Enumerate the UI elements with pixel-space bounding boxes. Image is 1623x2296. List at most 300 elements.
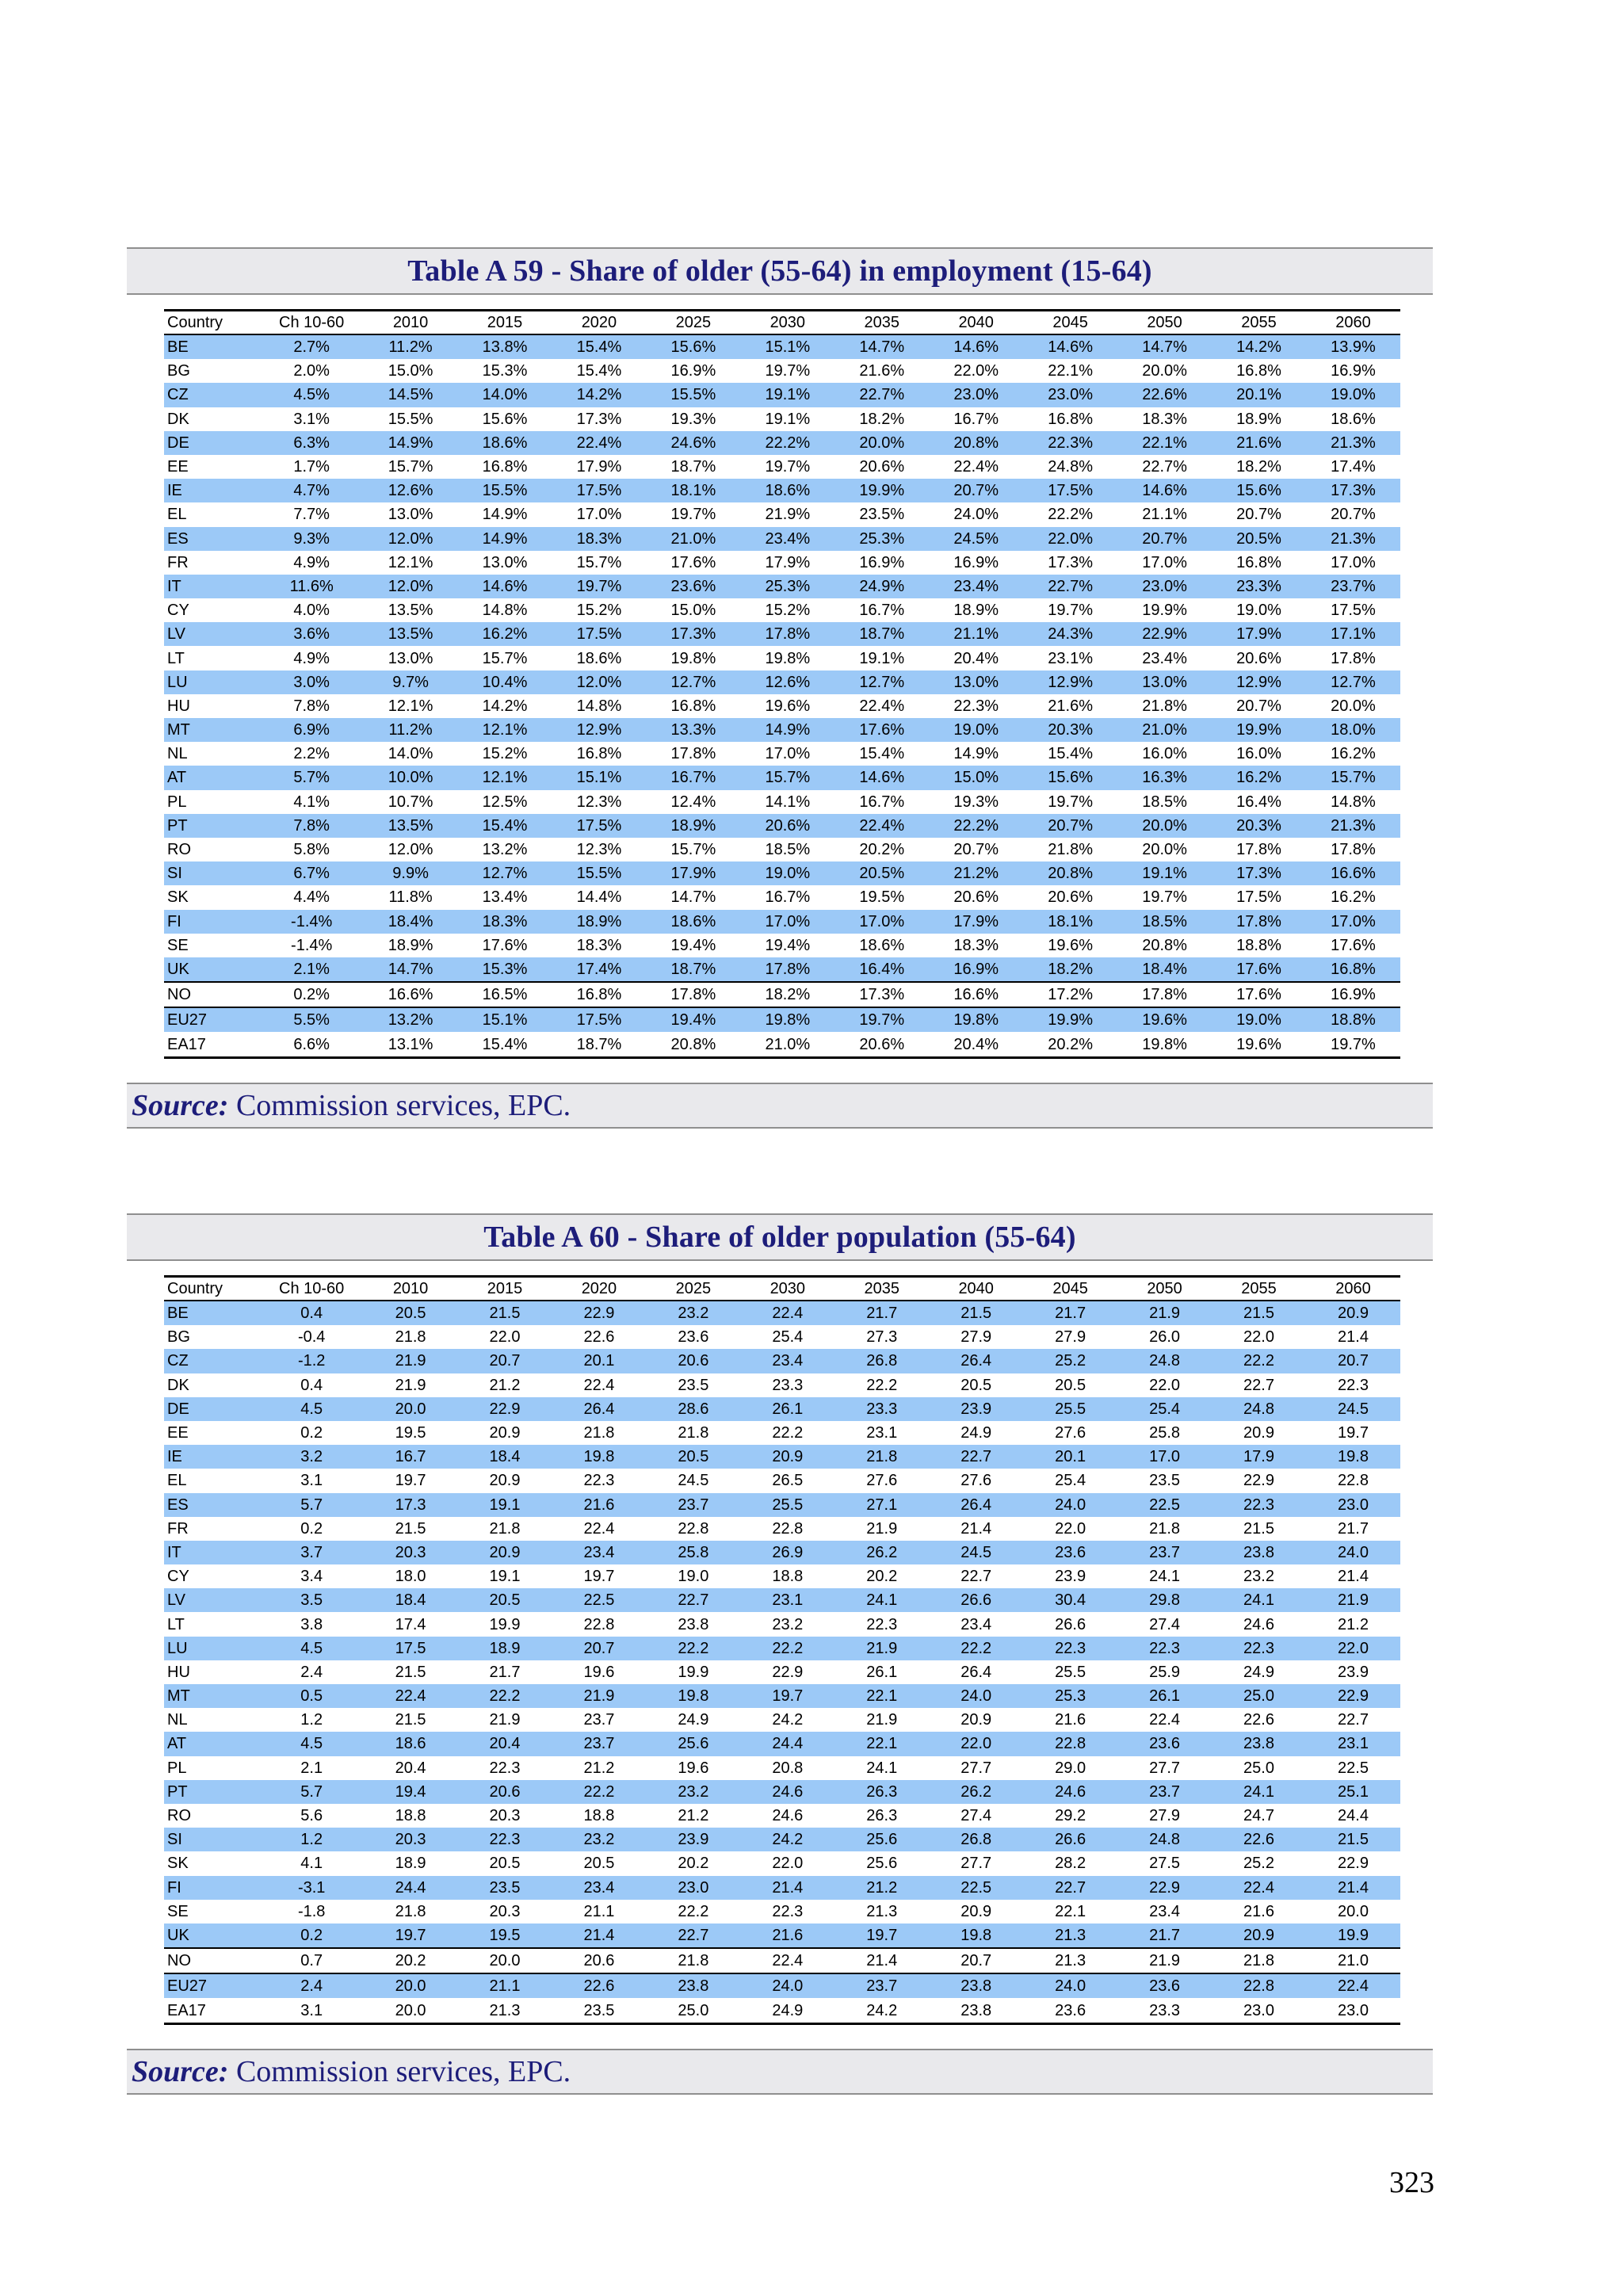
value-cell: 29.8: [1117, 1588, 1212, 1612]
table-row: [164, 502, 1400, 526]
value-cell: 19.9%: [1142, 602, 1187, 620]
value-cell: 22.0: [929, 1732, 1023, 1755]
value-cell: 21.0%: [646, 527, 740, 551]
value-cell: 19.7%: [834, 1007, 929, 1032]
table-row: [164, 1900, 1400, 1924]
value-cell: 22.3: [1212, 1493, 1306, 1517]
value-cell: 20.0: [364, 1998, 458, 2023]
value-cell: 19.1%: [765, 410, 811, 428]
country-cell: CZ: [164, 1349, 260, 1373]
column-header: 2050: [1117, 311, 1212, 335]
value-cell: 23.7%: [1306, 575, 1400, 598]
table-row: [164, 646, 1400, 670]
value-cell: 21.2: [678, 1807, 709, 1825]
value-cell: 13.0%: [388, 506, 433, 524]
value-cell: 22.4%: [953, 458, 999, 476]
value-cell: 17.8%: [1331, 841, 1376, 859]
country-cell: RO: [167, 841, 191, 859]
value-cell: 24.5%: [929, 527, 1023, 551]
country-cell: EE: [167, 1424, 189, 1442]
value-cell: 24.2: [740, 1828, 834, 1851]
value-cell: 22.8: [1023, 1732, 1117, 1755]
value-cell: 22.6: [552, 1973, 646, 1998]
value-cell: 2.1%: [260, 957, 364, 982]
value-cell: 22.1%: [1117, 431, 1212, 455]
value-cell: 23.3: [834, 1397, 929, 1421]
value-cell: 18.8: [583, 1807, 615, 1825]
value-cell: 23.2: [552, 1828, 646, 1851]
value-cell: 19.7%: [670, 506, 716, 524]
value-cell: 18.0%: [1306, 718, 1400, 742]
country-cell: BG: [167, 1328, 190, 1347]
value-cell: 21.4: [1306, 1876, 1400, 1900]
value-cell: 19.7: [1338, 1424, 1369, 1442]
value-cell: 24.5: [678, 1472, 709, 1490]
value-cell: 21.0%: [1117, 718, 1212, 742]
table-row: [164, 838, 1400, 861]
value-cell: 27.6: [960, 1472, 992, 1490]
value-cell: 16.8%: [1048, 410, 1093, 428]
value-cell: 22.7: [1338, 1711, 1369, 1729]
value-cell: 19.7%: [765, 362, 811, 380]
value-cell: 17.3%: [646, 622, 740, 646]
column-header: 2040: [929, 1277, 1023, 1301]
value-cell: 20.7%: [1236, 506, 1281, 524]
value-cell: 15.5%: [458, 479, 552, 502]
country-cell: UK: [164, 1924, 260, 1948]
value-cell: 17.3%: [1306, 479, 1400, 502]
value-cell: 21.7: [1117, 1924, 1212, 1948]
value-cell: 16.2%: [1331, 745, 1376, 763]
value-cell: 23.8: [678, 1615, 709, 1633]
value-cell: 19.8%: [765, 649, 811, 667]
country-cell: HU: [167, 697, 190, 715]
value-cell: 25.8: [1149, 1424, 1181, 1442]
value-cell: 21.8: [395, 1902, 426, 1920]
value-cell: 22.6: [1212, 1828, 1306, 1851]
country-cell: IT: [164, 575, 260, 598]
value-cell: 21.0%: [740, 1032, 834, 1057]
value-cell: 16.9%: [1306, 982, 1400, 1007]
value-cell: 28.6: [646, 1397, 740, 1421]
value-cell: 17.3%: [576, 410, 622, 428]
value-cell: 20.4: [395, 1759, 426, 1777]
value-cell: 18.4%: [364, 910, 458, 934]
value-cell: 19.7%: [1306, 1032, 1400, 1057]
value-cell: 14.7%: [1117, 334, 1212, 359]
table-title-band: [127, 1213, 1433, 1261]
value-cell: 25.6: [834, 1828, 929, 1851]
value-cell: -0.4: [297, 1328, 326, 1347]
value-cell: 22.3: [1023, 1637, 1117, 1660]
value-cell: 24.4: [364, 1876, 458, 1900]
value-cell: 18.3%: [953, 936, 999, 954]
value-cell: 17.3: [364, 1493, 458, 1517]
value-cell: 23.0%: [1023, 383, 1117, 407]
value-cell: 20.2%: [859, 841, 905, 859]
value-cell: 20.8%: [646, 1032, 740, 1057]
value-cell: 22.5: [1117, 1493, 1212, 1517]
value-cell: 21.5: [395, 1519, 426, 1538]
value-cell: 20.6%: [1236, 649, 1281, 667]
value-cell: 23.8: [929, 1998, 1023, 2023]
value-cell: 17.5%: [552, 1007, 646, 1032]
value-cell: 11.2%: [364, 334, 458, 359]
value-cell: 16.7: [364, 1445, 458, 1469]
value-cell: 20.3: [489, 1807, 521, 1825]
value-cell: 20.9: [458, 1541, 552, 1564]
value-cell: 26.6: [1023, 1828, 1117, 1851]
table-row: [164, 1032, 1400, 1057]
value-cell: 17.9: [1212, 1445, 1306, 1469]
value-cell: 15.3%: [458, 957, 552, 982]
value-cell: 19.9%: [834, 479, 929, 502]
value-cell: 25.2: [1243, 1855, 1274, 1873]
value-cell: 21.6: [1243, 1902, 1274, 1920]
table-row: [164, 1851, 1400, 1875]
value-cell: 21.4: [960, 1519, 992, 1538]
value-cell: 18.8: [395, 1807, 426, 1825]
value-cell: 12.1%: [388, 697, 433, 715]
value-cell: 17.5%: [552, 622, 646, 646]
value-cell: 12.6%: [364, 479, 458, 502]
value-cell: 23.3: [772, 1376, 804, 1394]
country-cell: SI: [164, 1828, 260, 1851]
table-row: [164, 1948, 1400, 1973]
value-cell: 1.7%: [293, 458, 330, 476]
value-cell: 22.2: [866, 1376, 898, 1394]
value-cell: 15.4%: [552, 334, 646, 359]
value-cell: 24.9: [1243, 1663, 1274, 1681]
value-cell: 15.0%: [388, 362, 433, 380]
value-cell: 22.8: [583, 1615, 615, 1633]
value-cell: 26.3: [834, 1780, 929, 1804]
value-cell: 26.4: [552, 1397, 646, 1421]
value-cell: 12.9%: [1023, 670, 1117, 694]
table-row: [164, 1732, 1400, 1755]
value-cell: 13.2%: [482, 841, 528, 859]
value-cell: 20.7%: [1236, 697, 1281, 715]
value-cell: 12.7%: [646, 670, 740, 694]
value-cell: 22.0: [1243, 1328, 1274, 1347]
value-cell: 17.6%: [1212, 982, 1306, 1007]
value-cell: 24.1: [1212, 1780, 1306, 1804]
value-cell: 2.4: [260, 1973, 364, 1998]
value-cell: 23.4%: [1142, 649, 1187, 667]
value-cell: 25.4: [1055, 1472, 1086, 1490]
value-cell: 21.4: [552, 1924, 646, 1948]
column-header: 2015: [458, 1277, 552, 1301]
value-cell: 17.9%: [929, 910, 1023, 934]
value-cell: 15.1%: [552, 766, 646, 789]
value-cell: 17.9%: [576, 458, 622, 476]
value-cell: 24.0: [1023, 1493, 1117, 1517]
value-cell: 12.3%: [576, 793, 622, 811]
value-cell: 14.8%: [482, 602, 528, 620]
value-cell: 17.3%: [834, 982, 929, 1007]
value-cell: 6.9%: [260, 718, 364, 742]
country-cell: MT: [164, 718, 260, 742]
value-cell: 22.4: [1149, 1711, 1181, 1729]
value-cell: 17.6%: [670, 553, 716, 571]
value-cell: 24.1: [1212, 1588, 1306, 1612]
table-header-row: [164, 1277, 1400, 1301]
value-cell: 10.4%: [458, 670, 552, 694]
value-cell: 16.2%: [1212, 766, 1306, 789]
value-cell: 22.2%: [1048, 506, 1093, 524]
value-cell: 22.2: [552, 1780, 646, 1804]
country-cell: FR: [167, 1519, 189, 1538]
value-cell: 30.4: [1023, 1588, 1117, 1612]
value-cell: 17.3%: [1212, 861, 1306, 885]
value-cell: 23.6%: [646, 575, 740, 598]
column-header: Ch 10-60: [260, 311, 364, 335]
value-cell: 20.0%: [1117, 814, 1212, 838]
value-cell: 16.6%: [1306, 861, 1400, 885]
value-cell: 26.6: [1055, 1615, 1086, 1633]
value-cell: 22.8: [678, 1519, 709, 1538]
value-cell: 23.5: [678, 1376, 709, 1394]
value-cell: 0.2%: [260, 982, 364, 1007]
value-cell: 17.0%: [765, 745, 811, 763]
country-cell: SK: [167, 1855, 189, 1873]
value-cell: 20.2: [678, 1855, 709, 1873]
value-cell: 19.3%: [670, 410, 716, 428]
value-cell: 18.6%: [576, 649, 622, 667]
value-cell: 26.3: [866, 1807, 898, 1825]
country-cell: CZ: [164, 383, 260, 407]
value-cell: 24.0: [1023, 1973, 1117, 1998]
value-cell: 16.3%: [1117, 766, 1212, 789]
value-cell: 17.6%: [834, 718, 929, 742]
value-cell: 22.8: [772, 1519, 804, 1538]
value-cell: 16.7%: [859, 602, 905, 620]
value-cell: 22.3: [583, 1472, 615, 1490]
value-cell: 24.6%: [646, 431, 740, 455]
value-cell: 18.8: [772, 1568, 804, 1586]
value-cell: 4.7%: [260, 479, 364, 502]
table-row: [164, 861, 1400, 885]
value-cell: 21.8%: [1142, 697, 1187, 715]
table-row: [164, 670, 1400, 694]
table-row: [164, 1612, 1400, 1636]
value-cell: 18.4: [458, 1445, 552, 1469]
value-cell: 21.9: [1306, 1588, 1400, 1612]
table-row: [164, 334, 1400, 359]
table-row: [164, 1493, 1400, 1517]
value-cell: 22.3%: [1023, 431, 1117, 455]
value-cell: 17.0%: [1331, 553, 1376, 571]
value-cell: 15.4%: [1048, 745, 1093, 763]
value-cell: 23.9: [646, 1828, 740, 1851]
value-cell: 16.2%: [458, 622, 552, 646]
value-cell: 24.0: [929, 1684, 1023, 1708]
value-cell: 16.4%: [834, 957, 929, 982]
value-cell: -1.4%: [291, 936, 333, 954]
value-cell: 22.8: [1338, 1472, 1369, 1490]
country-cell: SE: [167, 936, 189, 954]
country-cell: IE: [164, 1445, 260, 1469]
value-cell: 17.8%: [670, 745, 716, 763]
value-cell: 14.7%: [364, 957, 458, 982]
value-cell: 18.5%: [765, 841, 811, 859]
value-cell: 19.8: [646, 1684, 740, 1708]
value-cell: 4.4%: [293, 888, 330, 907]
value-cell: 22.4%: [834, 814, 929, 838]
value-cell: 24.8%: [1048, 458, 1093, 476]
value-cell: 17.5%: [1236, 888, 1281, 907]
value-cell: 6.6%: [260, 1032, 364, 1057]
value-cell: 12.9%: [1212, 670, 1306, 694]
value-cell: 18.9%: [953, 602, 999, 620]
value-cell: 27.9: [960, 1328, 992, 1347]
value-cell: 20.8%: [1023, 861, 1117, 885]
value-cell: 4.9%: [293, 553, 330, 571]
value-cell: 21.8: [678, 1424, 709, 1442]
value-cell: 5.7: [260, 1780, 364, 1804]
table-row: [164, 1637, 1400, 1660]
value-cell: 23.6: [1023, 1998, 1117, 2023]
page-number: 323: [1389, 2166, 1434, 2199]
value-cell: 14.1%: [765, 793, 811, 811]
value-cell: 19.7%: [1048, 793, 1093, 811]
value-cell: -1.4%: [260, 910, 364, 934]
country-cell: EU27: [164, 1973, 260, 1998]
value-cell: 29.0: [1055, 1759, 1086, 1777]
value-cell: 20.5: [583, 1855, 615, 1873]
value-cell: 21.8: [1212, 1948, 1306, 1973]
value-cell: 21.5: [929, 1301, 1023, 1325]
value-cell: 21.8: [489, 1519, 521, 1538]
value-cell: 27.1: [834, 1493, 929, 1517]
value-cell: 14.9%: [482, 506, 528, 524]
table-row: [164, 1924, 1400, 1948]
value-cell: 25.4: [1117, 1397, 1212, 1421]
value-cell: 22.4: [740, 1948, 834, 1973]
source-text: Commission services, EPC.: [235, 1089, 571, 1122]
value-cell: 21.3: [1023, 1948, 1117, 1973]
table-row: [164, 575, 1400, 598]
table-row: [164, 527, 1400, 551]
value-cell: 22.4: [740, 1301, 834, 1325]
country-cell: BE: [164, 1301, 260, 1325]
column-header: 2030: [740, 1277, 834, 1301]
value-cell: 22.1: [834, 1684, 929, 1708]
value-cell: 20.6%: [1048, 888, 1093, 907]
value-cell: 21.7: [834, 1301, 929, 1325]
value-cell: 22.3: [1338, 1376, 1369, 1394]
table-row: [164, 1684, 1400, 1708]
value-cell: 20.5: [1055, 1376, 1086, 1394]
value-cell: 24.0%: [953, 506, 999, 524]
country-cell: LU: [164, 670, 260, 694]
value-cell: 12.9%: [552, 718, 646, 742]
value-cell: 14.7%: [670, 888, 716, 907]
value-cell: 18.2%: [1023, 957, 1117, 982]
value-cell: 20.8: [772, 1759, 804, 1777]
value-cell: 24.6: [1243, 1615, 1274, 1633]
value-cell: 19.0%: [740, 861, 834, 885]
value-cell: 17.9%: [646, 861, 740, 885]
value-cell: 0.7: [260, 1948, 364, 1973]
table-row: [164, 885, 1400, 909]
value-cell: 15.0%: [670, 602, 716, 620]
value-cell: 4.5: [260, 1732, 364, 1755]
value-cell: 20.4%: [929, 1032, 1023, 1057]
value-cell: 16.9%: [670, 362, 716, 380]
value-cell: 15.1%: [740, 334, 834, 359]
value-cell: 20.6%: [859, 458, 905, 476]
value-cell: 21.8: [646, 1948, 740, 1973]
table-row: [164, 1708, 1400, 1732]
value-cell: 23.7: [583, 1711, 615, 1729]
value-cell: 22.2: [458, 1684, 552, 1708]
value-cell: 21.1%: [1142, 506, 1187, 524]
value-cell: 20.1: [552, 1349, 646, 1373]
value-cell: 16.5%: [458, 982, 552, 1007]
value-cell: 20.7: [1306, 1349, 1400, 1373]
country-cell: PL: [167, 793, 187, 811]
value-cell: 27.6: [866, 1472, 898, 1490]
country-cell: BG: [167, 362, 190, 380]
value-cell: 17.0%: [740, 910, 834, 934]
value-cell: 20.5: [960, 1376, 992, 1394]
value-cell: 27.9: [1055, 1328, 1086, 1347]
value-cell: 16.2%: [1331, 888, 1376, 907]
value-cell: 19.9: [678, 1663, 709, 1681]
value-cell: 25.5: [1055, 1663, 1086, 1681]
value-cell: 18.4%: [1117, 957, 1212, 982]
country-cell: DE: [164, 1397, 260, 1421]
value-cell: 23.4: [1149, 1902, 1181, 1920]
value-cell: 15.7%: [388, 458, 433, 476]
value-cell: 17.3%: [1048, 553, 1093, 571]
value-cell: 20.3: [489, 1902, 521, 1920]
value-cell: 15.6%: [482, 410, 528, 428]
value-cell: 16.9%: [1331, 362, 1376, 380]
country-cell: EA17: [164, 1032, 260, 1057]
value-cell: 18.7%: [646, 957, 740, 982]
value-cell: 26.6: [929, 1588, 1023, 1612]
value-cell: 23.0: [1306, 1493, 1400, 1517]
value-cell: 25.0: [1212, 1684, 1306, 1708]
table-row: [164, 910, 1400, 934]
column-header: 2010: [364, 1277, 458, 1301]
value-cell: 24.3%: [1023, 622, 1117, 646]
value-cell: 4.1%: [293, 793, 330, 811]
value-cell: 13.0%: [929, 670, 1023, 694]
value-cell: 21.1: [458, 1973, 552, 1998]
value-cell: 22.9: [1338, 1855, 1369, 1873]
value-cell: 22.4: [1306, 1973, 1400, 1998]
value-cell: 18.3%: [1142, 410, 1187, 428]
column-header: 2060: [1306, 1277, 1400, 1301]
value-cell: 7.8%: [293, 697, 330, 715]
value-cell: 26.9: [740, 1541, 834, 1564]
value-cell: 20.0%: [834, 431, 929, 455]
country-cell: EU27: [164, 1007, 260, 1032]
value-cell: 15.5%: [388, 410, 433, 428]
value-cell: 23.4: [740, 1349, 834, 1373]
value-cell: 20.9: [1306, 1301, 1400, 1325]
value-cell: 20.2%: [1023, 1032, 1117, 1057]
value-cell: 29.2: [1055, 1807, 1086, 1825]
column-header: 2025: [646, 311, 740, 335]
table-row: [164, 1998, 1400, 2023]
value-cell: 1.2: [260, 1828, 364, 1851]
value-cell: -1.2: [260, 1349, 364, 1373]
column-header: 2025: [646, 1277, 740, 1301]
